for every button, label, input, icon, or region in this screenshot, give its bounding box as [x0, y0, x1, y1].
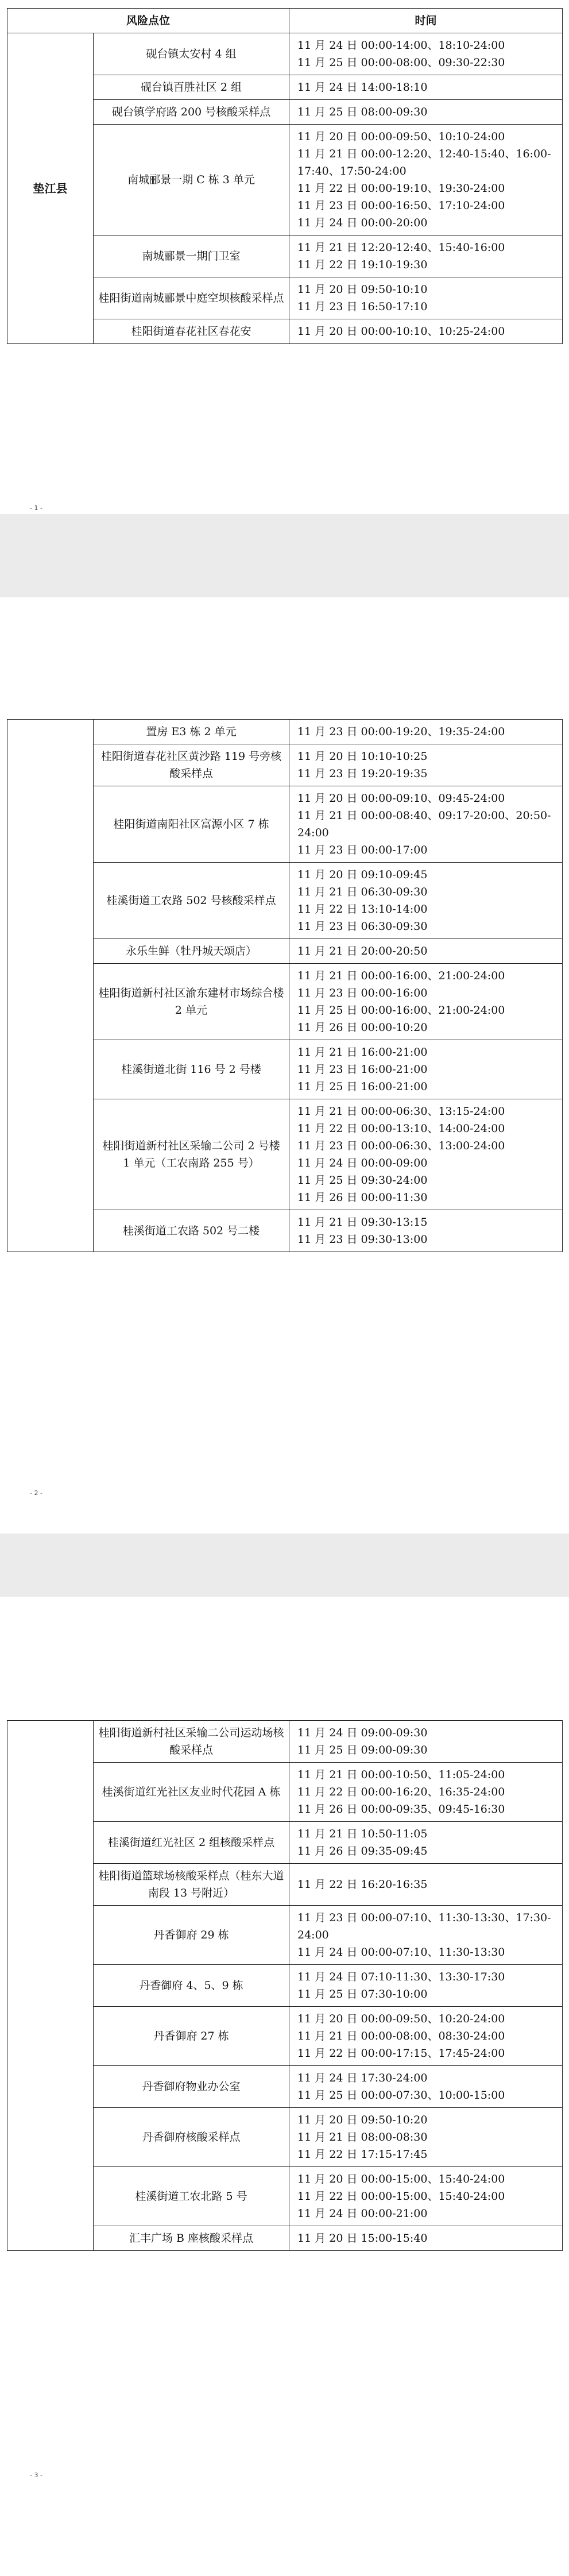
location-cell: 丹香御府 4、5、9 栋 — [94, 1965, 289, 2007]
time-line: 11 月 22 日 00:00-17:15、17:45-24:00 — [297, 2047, 505, 2060]
location-cell: 丹香御府 27 栋 — [94, 2007, 289, 2066]
location-cell: 桂阳街道春花社区春花安 — [94, 319, 289, 344]
time-line: 11 月 21 日 08:00-08:30 — [297, 2131, 428, 2144]
page-1 — [0, 0, 569, 514]
risk-table-page-1 — [7, 8, 563, 344]
time-cell — [289, 1099, 563, 1210]
time-cell — [289, 277, 563, 319]
location-cell: 置房 E3 栋 2 单元 — [94, 720, 289, 744]
time-line: 11 月 25 日 16:00-21:00 — [297, 1080, 428, 1093]
time-line: 11 月 21 日 10:50-11:05 — [297, 1828, 428, 1840]
time-cell — [289, 75, 563, 100]
time-line: 11 月 21 日 00:00-06:30、13:15-24:00 — [297, 1105, 505, 1118]
time-line: 11 月 21 日 09:30-13:15 — [297, 1216, 428, 1229]
time-line: 11 月 25 日 08:00-09:30 — [297, 106, 428, 118]
time-line: 11 月 23 日 00:00-07:10、11:30-13:30、17:30-24:00 — [297, 1911, 551, 1941]
table-row — [7, 720, 563, 744]
time-cell — [289, 235, 563, 277]
time-line: 11 月 22 日 00:00-13:10、14:00-24:00 — [297, 1122, 505, 1135]
time-line: 11 月 20 日 15:00-15:40 — [297, 2232, 428, 2245]
time-line: 11 月 21 日 12:20-12:40、15:40-16:00 — [297, 241, 505, 254]
location-cell: 桂阳街道新村社区采输二公司运动场核酸采样点 — [94, 1721, 289, 1763]
location-cell: 永乐生鲜（牡丹城天颂店） — [94, 939, 289, 964]
time-line: 11 月 23 日 00:00-19:20、19:35-24:00 — [297, 725, 505, 738]
risk-table-page-2 — [7, 719, 563, 1252]
time-line: 11 月 23 日 16:00-21:00 — [297, 1063, 428, 1076]
time-cell — [289, 1210, 563, 1252]
time-line: 11 月 24 日 14:00-18:10 — [297, 81, 428, 94]
time-line: 11 月 21 日 00:00-10:50、11:05-24:00 — [297, 1768, 505, 1781]
page-3 — [0, 1597, 569, 2576]
table-header-row — [7, 9, 563, 33]
time-line: 11 月 20 日 00:00-10:10、10:25-24:00 — [297, 325, 505, 338]
time-cell — [289, 744, 563, 786]
time-line: 11 月 20 日 09:10-09:45 — [297, 868, 428, 881]
time-line: 11 月 23 日 00:00-16:00 — [297, 987, 428, 999]
page-number: - 3 - — [30, 2471, 42, 2479]
time-line: 11 月 21 日 00:00-08:40、09:17-20:00、20:50-24:00 — [297, 809, 551, 839]
time-line: 11 月 22 日 16:20-16:35 — [297, 1878, 428, 1891]
time-line: 11 月 25 日 09:30-24:00 — [297, 1174, 428, 1187]
time-line: 11 月 21 日 16:00-21:00 — [297, 1046, 428, 1059]
location-cell: 桂溪街道红光社区 2 组核酸采样点 — [94, 1822, 289, 1864]
time-cell — [289, 2167, 563, 2226]
time-cell — [289, 2007, 563, 2066]
time-line: 11 月 21 日 06:30-09:30 — [297, 886, 428, 898]
time-line: 11 月 23 日 00:00-06:30、13:00-24:00 — [297, 1140, 505, 1152]
time-line: 11 月 22 日 00:00-16:20、16:35-24:00 — [297, 1786, 505, 1798]
time-line: 11 月 22 日 13:10-14:00 — [297, 903, 428, 916]
location-cell: 桂阳街道南城郦景中庭空坝核酸采样点 — [94, 277, 289, 319]
page-number: - 2 - — [30, 1489, 42, 1497]
time-line: 11 月 22 日 17:15-17:45 — [297, 2148, 428, 2161]
time-line: 11 月 25 日 00:00-08:00、09:30-22:30 — [297, 56, 505, 69]
time-cell — [289, 2066, 563, 2108]
location-cell: 桂阳街道篮球场核酸采样点（桂东大道南段 13 号附近） — [94, 1864, 289, 1906]
location-cell: 丹香御府核酸采样点 — [94, 2108, 289, 2167]
location-cell: 桂溪街道北街 116 号 2 号楼 — [94, 1040, 289, 1099]
page-2 — [0, 597, 569, 1534]
time-cell — [289, 1721, 563, 1763]
time-line: 11 月 23 日 00:00-16:50、17:10-24:00 — [297, 199, 505, 212]
time-cell — [289, 1965, 563, 2007]
time-line: 11 月 24 日 07:10-11:30、13:30-17:30 — [297, 1971, 505, 1983]
time-cell — [289, 939, 563, 964]
location-cell: 南城郦景一期 C 栋 3 单元 — [94, 125, 289, 235]
county-cell — [7, 720, 94, 1252]
time-cell — [289, 33, 563, 75]
time-cell — [289, 1864, 563, 1906]
location-cell: 桂阳街道南阳社区富源小区 7 栋 — [94, 786, 289, 863]
time-line: 11 月 21 日 00:00-16:00、21:00-24:00 — [297, 970, 505, 982]
table-row — [7, 1721, 563, 1763]
location-cell: 桂溪街道工农路 502 号核酸采样点 — [94, 863, 289, 939]
time-line: 11 月 24 日 00:00-20:00 — [297, 217, 428, 229]
page-number: - 1 - — [30, 504, 42, 512]
time-line: 11 月 23 日 16:50-17:10 — [297, 300, 428, 313]
time-line: 11 月 24 日 00:00-07:10、11:30-13:30 — [297, 1946, 505, 1959]
location-cell: 丹香御府 29 栋 — [94, 1906, 289, 1965]
time-line: 11 月 20 日 10:10-10:25 — [297, 750, 428, 763]
location-cell: 桂阳街道春花社区黄沙路 119 号旁核酸采样点 — [94, 744, 289, 786]
time-cell — [289, 1822, 563, 1864]
time-line: 11 月 22 日 00:00-19:10、19:30-24:00 — [297, 182, 505, 195]
time-line: 11 月 26 日 00:00-10:20 — [297, 1021, 428, 1034]
time-line: 11 月 22 日 19:10-19:30 — [297, 258, 428, 271]
time-line: 11 月 25 日 00:00-16:00、21:00-24:00 — [297, 1004, 505, 1017]
header-location: 风险点位 — [7, 9, 289, 33]
time-line: 11 月 26 日 00:00-09:35、09:45-16:30 — [297, 1803, 505, 1816]
time-line: 11 月 24 日 09:00-09:30 — [297, 1727, 428, 1739]
time-line: 11 月 25 日 09:00-09:30 — [297, 1744, 428, 1756]
location-cell: 砚台镇太安村 4 组 — [94, 33, 289, 75]
time-cell — [289, 720, 563, 744]
location-cell: 砚台镇百胜社区 2 组 — [94, 75, 289, 100]
time-cell — [289, 319, 563, 344]
time-cell — [289, 1763, 563, 1822]
time-line: 11 月 23 日 00:00-17:00 — [297, 844, 428, 856]
location-cell: 桂阳街道新村社区采输二公司 2 号楼 1 单元（工农南路 255 号） — [94, 1099, 289, 1210]
location-cell: 砚台镇学府路 200 号核酸采样点 — [94, 100, 289, 125]
time-line: 11 月 23 日 06:30-09:30 — [297, 920, 428, 933]
location-cell: 桂溪街道工农北路 5 号 — [94, 2167, 289, 2226]
time-cell — [289, 125, 563, 235]
time-line: 11 月 21 日 00:00-08:00、08:30-24:00 — [297, 2030, 505, 2042]
time-line: 11 月 20 日 00:00-09:50、10:10-24:00 — [297, 130, 505, 143]
time-line: 11 月 24 日 00:00-09:00 — [297, 1157, 428, 1169]
time-line: 11 月 20 日 00:00-15:00、15:40-24:00 — [297, 2173, 505, 2185]
time-line: 11 月 24 日 00:00-14:00、18:10-24:00 — [297, 39, 505, 52]
location-cell: 汇丰广场 B 座核酸采样点 — [94, 2226, 289, 2251]
time-cell — [289, 100, 563, 125]
location-cell: 南城郦景一期门卫室 — [94, 235, 289, 277]
county-cell: 垫江县 — [7, 33, 94, 344]
time-line: 11 月 25 日 07:30-10:00 — [297, 1988, 428, 2000]
time-line: 11 月 21 日 20:00-20:50 — [297, 945, 428, 957]
risk-table-page-3 — [7, 1720, 563, 2251]
time-line: 11 月 22 日 00:00-15:00、15:40-24:00 — [297, 2190, 505, 2203]
time-line: 11 月 23 日 19:20-19:35 — [297, 767, 428, 780]
time-cell — [289, 1040, 563, 1099]
location-cell: 桂阳街道新村社区渝东建材市场综合楼 2 单元 — [94, 964, 289, 1040]
time-line: 11 月 25 日 00:00-07:30、10:00-15:00 — [297, 2089, 505, 2102]
table-row — [7, 33, 563, 75]
time-line: 11 月 20 日 00:00-09:50、10:20-24:00 — [297, 2013, 505, 2025]
header-time: 时间 — [289, 9, 563, 33]
time-line: 11 月 20 日 00:00-09:10、09:45-24:00 — [297, 792, 505, 805]
time-line: 11 月 24 日 00:00-21:00 — [297, 2207, 428, 2220]
time-cell — [289, 964, 563, 1040]
time-line: 11 月 21 日 00:00-12:20、12:40-15:40、16:00-17:40、17:50-24:00 — [297, 148, 551, 177]
time-line: 11 月 23 日 09:30-13:00 — [297, 1233, 428, 1246]
location-cell: 丹香御府物业办公室 — [94, 2066, 289, 2108]
time-cell — [289, 2108, 563, 2167]
time-cell — [289, 863, 563, 939]
location-cell: 桂溪街道红光社区友业时代花园 A 栋 — [94, 1763, 289, 1822]
time-cell — [289, 2226, 563, 2251]
time-line: 11 月 20 日 09:50-10:20 — [297, 2114, 428, 2126]
time-line: 11 月 24 日 17:30-24:00 — [297, 2072, 428, 2084]
location-cell: 桂溪街道工农路 502 号二楼 — [94, 1210, 289, 1252]
time-line: 11 月 26 日 00:00-11:30 — [297, 1191, 428, 1204]
time-line: 11 月 26 日 09:35-09:45 — [297, 1845, 428, 1857]
time-line: 11 月 20 日 09:50-10:10 — [297, 283, 428, 296]
county-cell — [7, 1721, 94, 2251]
time-cell — [289, 1906, 563, 1965]
time-cell — [289, 786, 563, 863]
